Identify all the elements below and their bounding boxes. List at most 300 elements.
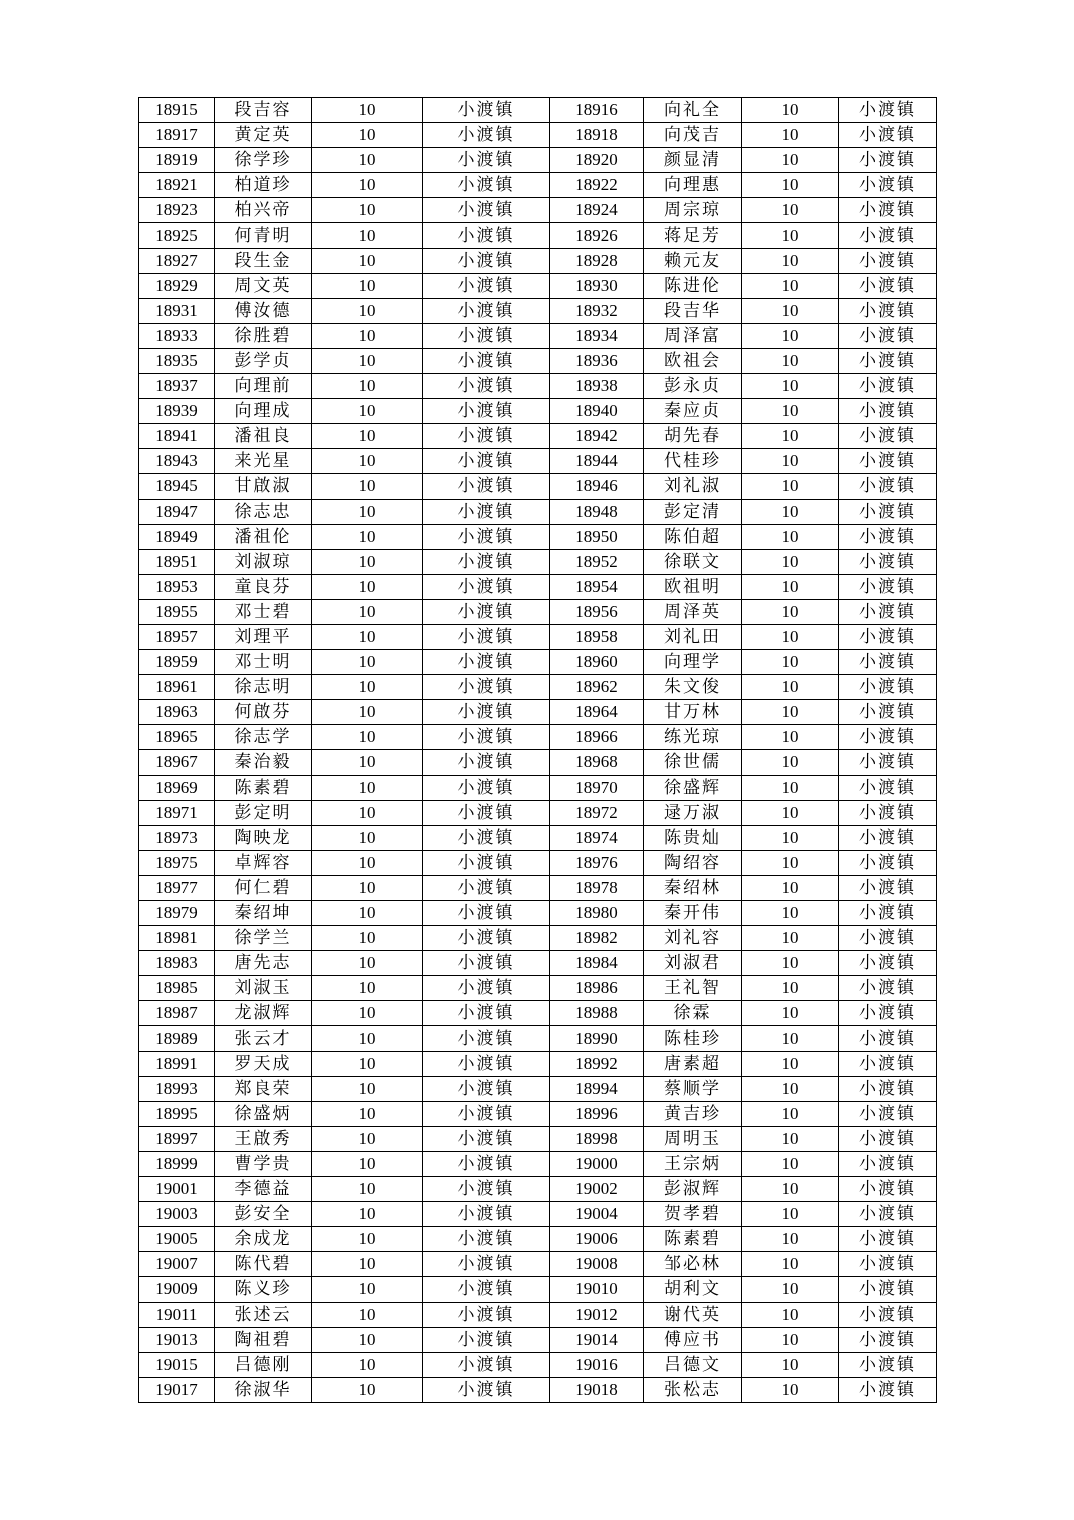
left-id-cell: 19011: [139, 1302, 215, 1327]
right-id-cell: 18946: [550, 474, 644, 499]
left-amount-cell: 10: [312, 248, 423, 273]
left-id-cell: 19017: [139, 1377, 215, 1402]
right-name-cell: 刘礼田: [644, 624, 742, 649]
left-id-cell: 18981: [139, 926, 215, 951]
right-town-cell: 小渡镇: [839, 198, 937, 223]
right-amount-cell: 10: [742, 875, 839, 900]
table-row: [139, 399, 937, 424]
right-name-cell: 欧祖会: [644, 348, 742, 373]
right-amount-cell: 10: [742, 1076, 839, 1101]
left-name-cell: 李德益: [215, 1177, 312, 1202]
right-name-cell: 黄吉珍: [644, 1101, 742, 1126]
left-amount-cell: 10: [312, 98, 423, 123]
left-town-cell: 小渡镇: [423, 1151, 550, 1176]
right-name-cell: 向礼全: [644, 98, 742, 123]
left-town-cell: 小渡镇: [423, 750, 550, 775]
left-id-cell: 18947: [139, 499, 215, 524]
right-amount-cell: 10: [742, 1227, 839, 1252]
right-id-cell: 18930: [550, 273, 644, 298]
right-id-cell: 18956: [550, 599, 644, 624]
left-amount-cell: 10: [312, 901, 423, 926]
table-row: [139, 273, 937, 298]
left-id-cell: 18915: [139, 98, 215, 123]
left-name-cell: 潘祖良: [215, 424, 312, 449]
left-name-cell: 曹学贵: [215, 1151, 312, 1176]
left-id-cell: 18945: [139, 474, 215, 499]
right-amount-cell: 10: [742, 148, 839, 173]
right-name-cell: 周明玉: [644, 1126, 742, 1151]
left-id-cell: 19007: [139, 1252, 215, 1277]
left-town-cell: 小渡镇: [423, 549, 550, 574]
left-id-cell: 18973: [139, 825, 215, 850]
left-id-cell: 18957: [139, 624, 215, 649]
right-id-cell: 18916: [550, 98, 644, 123]
left-name-cell: 陶祖碧: [215, 1327, 312, 1352]
left-name-cell: 徐学珍: [215, 148, 312, 173]
left-id-cell: 18963: [139, 700, 215, 725]
left-town-cell: 小渡镇: [423, 524, 550, 549]
left-id-cell: 18967: [139, 750, 215, 775]
left-name-cell: 吕德刚: [215, 1352, 312, 1377]
right-town-cell: 小渡镇: [839, 1101, 937, 1126]
left-id-cell: 18941: [139, 424, 215, 449]
left-town-cell: 小渡镇: [423, 98, 550, 123]
right-amount-cell: 10: [742, 775, 839, 800]
right-name-cell: 陶绍容: [644, 850, 742, 875]
right-id-cell: 19010: [550, 1277, 644, 1302]
left-town-cell: 小渡镇: [423, 875, 550, 900]
left-town-cell: 小渡镇: [423, 1001, 550, 1026]
right-amount-cell: 10: [742, 926, 839, 951]
right-amount-cell: 10: [742, 273, 839, 298]
right-amount-cell: 10: [742, 650, 839, 675]
right-name-cell: 蒋足芳: [644, 223, 742, 248]
left-id-cell: 19013: [139, 1327, 215, 1352]
right-town-cell: 小渡镇: [839, 875, 937, 900]
right-amount-cell: 10: [742, 323, 839, 348]
right-amount-cell: 10: [742, 248, 839, 273]
right-name-cell: 徐世儒: [644, 750, 742, 775]
left-name-cell: 何啟芬: [215, 700, 312, 725]
left-town-cell: 小渡镇: [423, 449, 550, 474]
table-row: [139, 474, 937, 499]
left-id-cell: 18985: [139, 976, 215, 1001]
left-amount-cell: 10: [312, 675, 423, 700]
right-name-cell: 陈贵灿: [644, 825, 742, 850]
right-name-cell: 彭淑辉: [644, 1177, 742, 1202]
left-id-cell: 18997: [139, 1126, 215, 1151]
table-row: [139, 700, 937, 725]
left-name-cell: 傅汝德: [215, 298, 312, 323]
right-town-cell: 小渡镇: [839, 1227, 937, 1252]
left-name-cell: 秦治毅: [215, 750, 312, 775]
right-name-cell: 秦绍林: [644, 875, 742, 900]
right-name-cell: 周泽富: [644, 323, 742, 348]
left-id-cell: 18965: [139, 725, 215, 750]
right-id-cell: 18966: [550, 725, 644, 750]
left-name-cell: 周文英: [215, 273, 312, 298]
right-name-cell: 傅应书: [644, 1327, 742, 1352]
right-town-cell: 小渡镇: [839, 650, 937, 675]
left-name-cell: 柏道珍: [215, 173, 312, 198]
table-row: [139, 675, 937, 700]
left-name-cell: 张述云: [215, 1302, 312, 1327]
right-town-cell: 小渡镇: [839, 1001, 937, 1026]
right-id-cell: 18984: [550, 951, 644, 976]
right-amount-cell: 10: [742, 951, 839, 976]
left-town-cell: 小渡镇: [423, 1227, 550, 1252]
left-amount-cell: 10: [312, 298, 423, 323]
left-town-cell: 小渡镇: [423, 399, 550, 424]
left-town-cell: 小渡镇: [423, 348, 550, 373]
left-town-cell: 小渡镇: [423, 926, 550, 951]
left-name-cell: 黄定英: [215, 123, 312, 148]
left-amount-cell: 10: [312, 599, 423, 624]
left-id-cell: 18935: [139, 348, 215, 373]
left-name-cell: 徐淑华: [215, 1377, 312, 1402]
left-id-cell: 19003: [139, 1202, 215, 1227]
left-town-cell: 小渡镇: [423, 1352, 550, 1377]
right-name-cell: 周宗琼: [644, 198, 742, 223]
left-amount-cell: 10: [312, 1302, 423, 1327]
left-id-cell: 18971: [139, 800, 215, 825]
right-town-cell: 小渡镇: [839, 348, 937, 373]
right-amount-cell: 10: [742, 1051, 839, 1076]
right-name-cell: 徐联文: [644, 549, 742, 574]
left-id-cell: 18937: [139, 374, 215, 399]
right-id-cell: 19008: [550, 1252, 644, 1277]
table-row: [139, 1352, 937, 1377]
left-town-cell: 小渡镇: [423, 725, 550, 750]
left-amount-cell: 10: [312, 1227, 423, 1252]
right-id-cell: 18986: [550, 976, 644, 1001]
left-id-cell: 18955: [139, 599, 215, 624]
left-town-cell: 小渡镇: [423, 1101, 550, 1126]
right-name-cell: 陈伯超: [644, 524, 742, 549]
table-row: [139, 1177, 937, 1202]
table-row: [139, 1327, 937, 1352]
left-amount-cell: 10: [312, 926, 423, 951]
left-amount-cell: 10: [312, 1202, 423, 1227]
right-name-cell: 张松志: [644, 1377, 742, 1402]
right-name-cell: 欧祖明: [644, 574, 742, 599]
right-town-cell: 小渡镇: [839, 574, 937, 599]
left-name-cell: 段吉容: [215, 98, 312, 123]
right-town-cell: 小渡镇: [839, 273, 937, 298]
left-town-cell: 小渡镇: [423, 976, 550, 1001]
right-town-cell: 小渡镇: [839, 148, 937, 173]
right-amount-cell: 10: [742, 1101, 839, 1126]
right-name-cell: 陈素碧: [644, 1227, 742, 1252]
left-name-cell: 徐志忠: [215, 499, 312, 524]
table-row: [139, 499, 937, 524]
right-amount-cell: 10: [742, 1026, 839, 1051]
right-town-cell: 小渡镇: [839, 901, 937, 926]
table-row: [139, 1227, 937, 1252]
left-name-cell: 秦绍坤: [215, 901, 312, 926]
left-name-cell: 陈代碧: [215, 1252, 312, 1277]
left-name-cell: 邓士碧: [215, 599, 312, 624]
table-row: [139, 574, 937, 599]
right-name-cell: 王宗炳: [644, 1151, 742, 1176]
left-amount-cell: 10: [312, 424, 423, 449]
left-name-cell: 段生金: [215, 248, 312, 273]
left-id-cell: 18933: [139, 323, 215, 348]
right-id-cell: 18920: [550, 148, 644, 173]
right-town-cell: 小渡镇: [839, 298, 937, 323]
left-id-cell: 18991: [139, 1051, 215, 1076]
left-id-cell: 18993: [139, 1076, 215, 1101]
table-row: [139, 725, 937, 750]
left-town-cell: 小渡镇: [423, 1377, 550, 1402]
table-row: [139, 323, 937, 348]
right-id-cell: 18926: [550, 223, 644, 248]
right-id-cell: 18918: [550, 123, 644, 148]
left-town-cell: 小渡镇: [423, 951, 550, 976]
right-amount-cell: 10: [742, 1126, 839, 1151]
left-id-cell: 18921: [139, 173, 215, 198]
right-town-cell: 小渡镇: [839, 323, 937, 348]
right-id-cell: 18940: [550, 399, 644, 424]
right-id-cell: 18964: [550, 700, 644, 725]
right-town-cell: 小渡镇: [839, 1151, 937, 1176]
right-id-cell: 18994: [550, 1076, 644, 1101]
left-town-cell: 小渡镇: [423, 499, 550, 524]
left-town-cell: 小渡镇: [423, 1026, 550, 1051]
right-amount-cell: 10: [742, 1001, 839, 1026]
right-town-cell: 小渡镇: [839, 624, 937, 649]
left-amount-cell: 10: [312, 650, 423, 675]
left-name-cell: 徐胜碧: [215, 323, 312, 348]
right-amount-cell: 10: [742, 223, 839, 248]
left-town-cell: 小渡镇: [423, 901, 550, 926]
left-amount-cell: 10: [312, 524, 423, 549]
left-town-cell: 小渡镇: [423, 424, 550, 449]
left-id-cell: 18999: [139, 1151, 215, 1176]
left-name-cell: 龙淑辉: [215, 1001, 312, 1026]
left-town-cell: 小渡镇: [423, 474, 550, 499]
left-amount-cell: 10: [312, 348, 423, 373]
left-amount-cell: 10: [312, 273, 423, 298]
left-id-cell: 18923: [139, 198, 215, 223]
left-name-cell: 陶映龙: [215, 825, 312, 850]
table-row: [139, 1377, 937, 1402]
left-amount-cell: 10: [312, 875, 423, 900]
right-town-cell: 小渡镇: [839, 775, 937, 800]
left-amount-cell: 10: [312, 148, 423, 173]
right-amount-cell: 10: [742, 173, 839, 198]
table-row: [139, 549, 937, 574]
right-town-cell: 小渡镇: [839, 1177, 937, 1202]
right-town-cell: 小渡镇: [839, 825, 937, 850]
right-town-cell: 小渡镇: [839, 1076, 937, 1101]
right-amount-cell: 10: [742, 1377, 839, 1402]
left-id-cell: 18953: [139, 574, 215, 599]
right-town-cell: 小渡镇: [839, 725, 937, 750]
left-amount-cell: 10: [312, 1151, 423, 1176]
left-name-cell: 刘理平: [215, 624, 312, 649]
right-town-cell: 小渡镇: [839, 449, 937, 474]
right-id-cell: 18958: [550, 624, 644, 649]
right-amount-cell: 10: [742, 1202, 839, 1227]
left-name-cell: 徐志明: [215, 675, 312, 700]
right-name-cell: 徐霖: [644, 1001, 742, 1026]
right-amount-cell: 10: [742, 424, 839, 449]
right-id-cell: 18922: [550, 173, 644, 198]
right-town-cell: 小渡镇: [839, 474, 937, 499]
left-name-cell: 张云才: [215, 1026, 312, 1051]
right-name-cell: 谢代英: [644, 1302, 742, 1327]
table-row: [139, 424, 937, 449]
right-name-cell: 蔡顺学: [644, 1076, 742, 1101]
right-amount-cell: 10: [742, 449, 839, 474]
left-name-cell: 徐学兰: [215, 926, 312, 951]
left-name-cell: 刘淑琼: [215, 549, 312, 574]
left-town-cell: 小渡镇: [423, 1302, 550, 1327]
right-id-cell: 18962: [550, 675, 644, 700]
right-town-cell: 小渡镇: [839, 374, 937, 399]
left-name-cell: 向理成: [215, 399, 312, 424]
right-id-cell: 19018: [550, 1377, 644, 1402]
right-amount-cell: 10: [742, 524, 839, 549]
right-name-cell: 胡利文: [644, 1277, 742, 1302]
table-row: [139, 976, 937, 1001]
left-id-cell: 18989: [139, 1026, 215, 1051]
left-town-cell: 小渡镇: [423, 1177, 550, 1202]
left-town-cell: 小渡镇: [423, 800, 550, 825]
right-town-cell: 小渡镇: [839, 1352, 937, 1377]
left-amount-cell: 10: [312, 123, 423, 148]
right-town-cell: 小渡镇: [839, 524, 937, 549]
right-id-cell: 18988: [550, 1001, 644, 1026]
right-amount-cell: 10: [742, 549, 839, 574]
left-id-cell: 18917: [139, 123, 215, 148]
right-town-cell: 小渡镇: [839, 1252, 937, 1277]
right-id-cell: 18978: [550, 875, 644, 900]
left-amount-cell: 10: [312, 700, 423, 725]
right-name-cell: 周泽英: [644, 599, 742, 624]
table-row: [139, 524, 937, 549]
table-row: [139, 926, 937, 951]
right-town-cell: 小渡镇: [839, 1026, 937, 1051]
right-amount-cell: 10: [742, 700, 839, 725]
left-name-cell: 唐先志: [215, 951, 312, 976]
right-id-cell: 18944: [550, 449, 644, 474]
left-name-cell: 向理前: [215, 374, 312, 399]
right-name-cell: 段吉华: [644, 298, 742, 323]
right-town-cell: 小渡镇: [839, 1377, 937, 1402]
right-town-cell: 小渡镇: [839, 926, 937, 951]
left-id-cell: 18959: [139, 650, 215, 675]
right-town-cell: 小渡镇: [839, 1202, 937, 1227]
table-row: [139, 650, 937, 675]
right-amount-cell: 10: [742, 1177, 839, 1202]
right-town-cell: 小渡镇: [839, 123, 937, 148]
left-amount-cell: 10: [312, 474, 423, 499]
left-amount-cell: 10: [312, 951, 423, 976]
right-amount-cell: 10: [742, 800, 839, 825]
table-row: [139, 223, 937, 248]
right-amount-cell: 10: [742, 675, 839, 700]
table-row: [139, 1001, 937, 1026]
right-name-cell: 刘礼容: [644, 926, 742, 951]
left-id-cell: 18939: [139, 399, 215, 424]
left-amount-cell: 10: [312, 449, 423, 474]
table-row: [139, 1126, 937, 1151]
left-name-cell: 徐志学: [215, 725, 312, 750]
right-town-cell: 小渡镇: [839, 549, 937, 574]
right-name-cell: 邹必林: [644, 1252, 742, 1277]
right-amount-cell: 10: [742, 1277, 839, 1302]
left-id-cell: 18961: [139, 675, 215, 700]
right-id-cell: 18942: [550, 424, 644, 449]
table-row: [139, 148, 937, 173]
left-town-cell: 小渡镇: [423, 675, 550, 700]
left-amount-cell: 10: [312, 374, 423, 399]
left-amount-cell: 10: [312, 750, 423, 775]
right-town-cell: 小渡镇: [839, 223, 937, 248]
right-id-cell: 19000: [550, 1151, 644, 1176]
right-amount-cell: 10: [742, 499, 839, 524]
table-row: [139, 1026, 937, 1051]
left-amount-cell: 10: [312, 1352, 423, 1377]
right-town-cell: 小渡镇: [839, 499, 937, 524]
right-amount-cell: 10: [742, 825, 839, 850]
right-amount-cell: 10: [742, 348, 839, 373]
table-row: [139, 1252, 937, 1277]
right-amount-cell: 10: [742, 1151, 839, 1176]
left-amount-cell: 10: [312, 399, 423, 424]
right-id-cell: 18976: [550, 850, 644, 875]
left-name-cell: 余成龙: [215, 1227, 312, 1252]
table-row: [139, 825, 937, 850]
right-amount-cell: 10: [742, 198, 839, 223]
left-id-cell: 18929: [139, 273, 215, 298]
right-id-cell: 19002: [550, 1177, 644, 1202]
right-amount-cell: 10: [742, 474, 839, 499]
table-row: [139, 624, 937, 649]
left-id-cell: 18979: [139, 901, 215, 926]
right-id-cell: 18998: [550, 1126, 644, 1151]
left-name-cell: 彭定明: [215, 800, 312, 825]
right-name-cell: 秦应贞: [644, 399, 742, 424]
right-amount-cell: 10: [742, 98, 839, 123]
left-town-cell: 小渡镇: [423, 374, 550, 399]
left-id-cell: 18987: [139, 1001, 215, 1026]
right-amount-cell: 10: [742, 1352, 839, 1377]
left-id-cell: 18951: [139, 549, 215, 574]
left-amount-cell: 10: [312, 1001, 423, 1026]
left-amount-cell: 10: [312, 1026, 423, 1051]
left-id-cell: 19001: [139, 1177, 215, 1202]
left-name-cell: 王啟秀: [215, 1126, 312, 1151]
left-id-cell: 18969: [139, 775, 215, 800]
table-row: [139, 173, 937, 198]
left-amount-cell: 10: [312, 1377, 423, 1402]
right-town-cell: 小渡镇: [839, 599, 937, 624]
right-name-cell: 彭定清: [644, 499, 742, 524]
right-amount-cell: 10: [742, 750, 839, 775]
left-amount-cell: 10: [312, 198, 423, 223]
table-row: [139, 1076, 937, 1101]
table-row: [139, 298, 937, 323]
left-name-cell: 童良芬: [215, 574, 312, 599]
right-town-cell: 小渡镇: [839, 173, 937, 198]
left-id-cell: 19009: [139, 1277, 215, 1302]
table-row: [139, 875, 937, 900]
left-town-cell: 小渡镇: [423, 1202, 550, 1227]
table-row: [139, 1151, 937, 1176]
